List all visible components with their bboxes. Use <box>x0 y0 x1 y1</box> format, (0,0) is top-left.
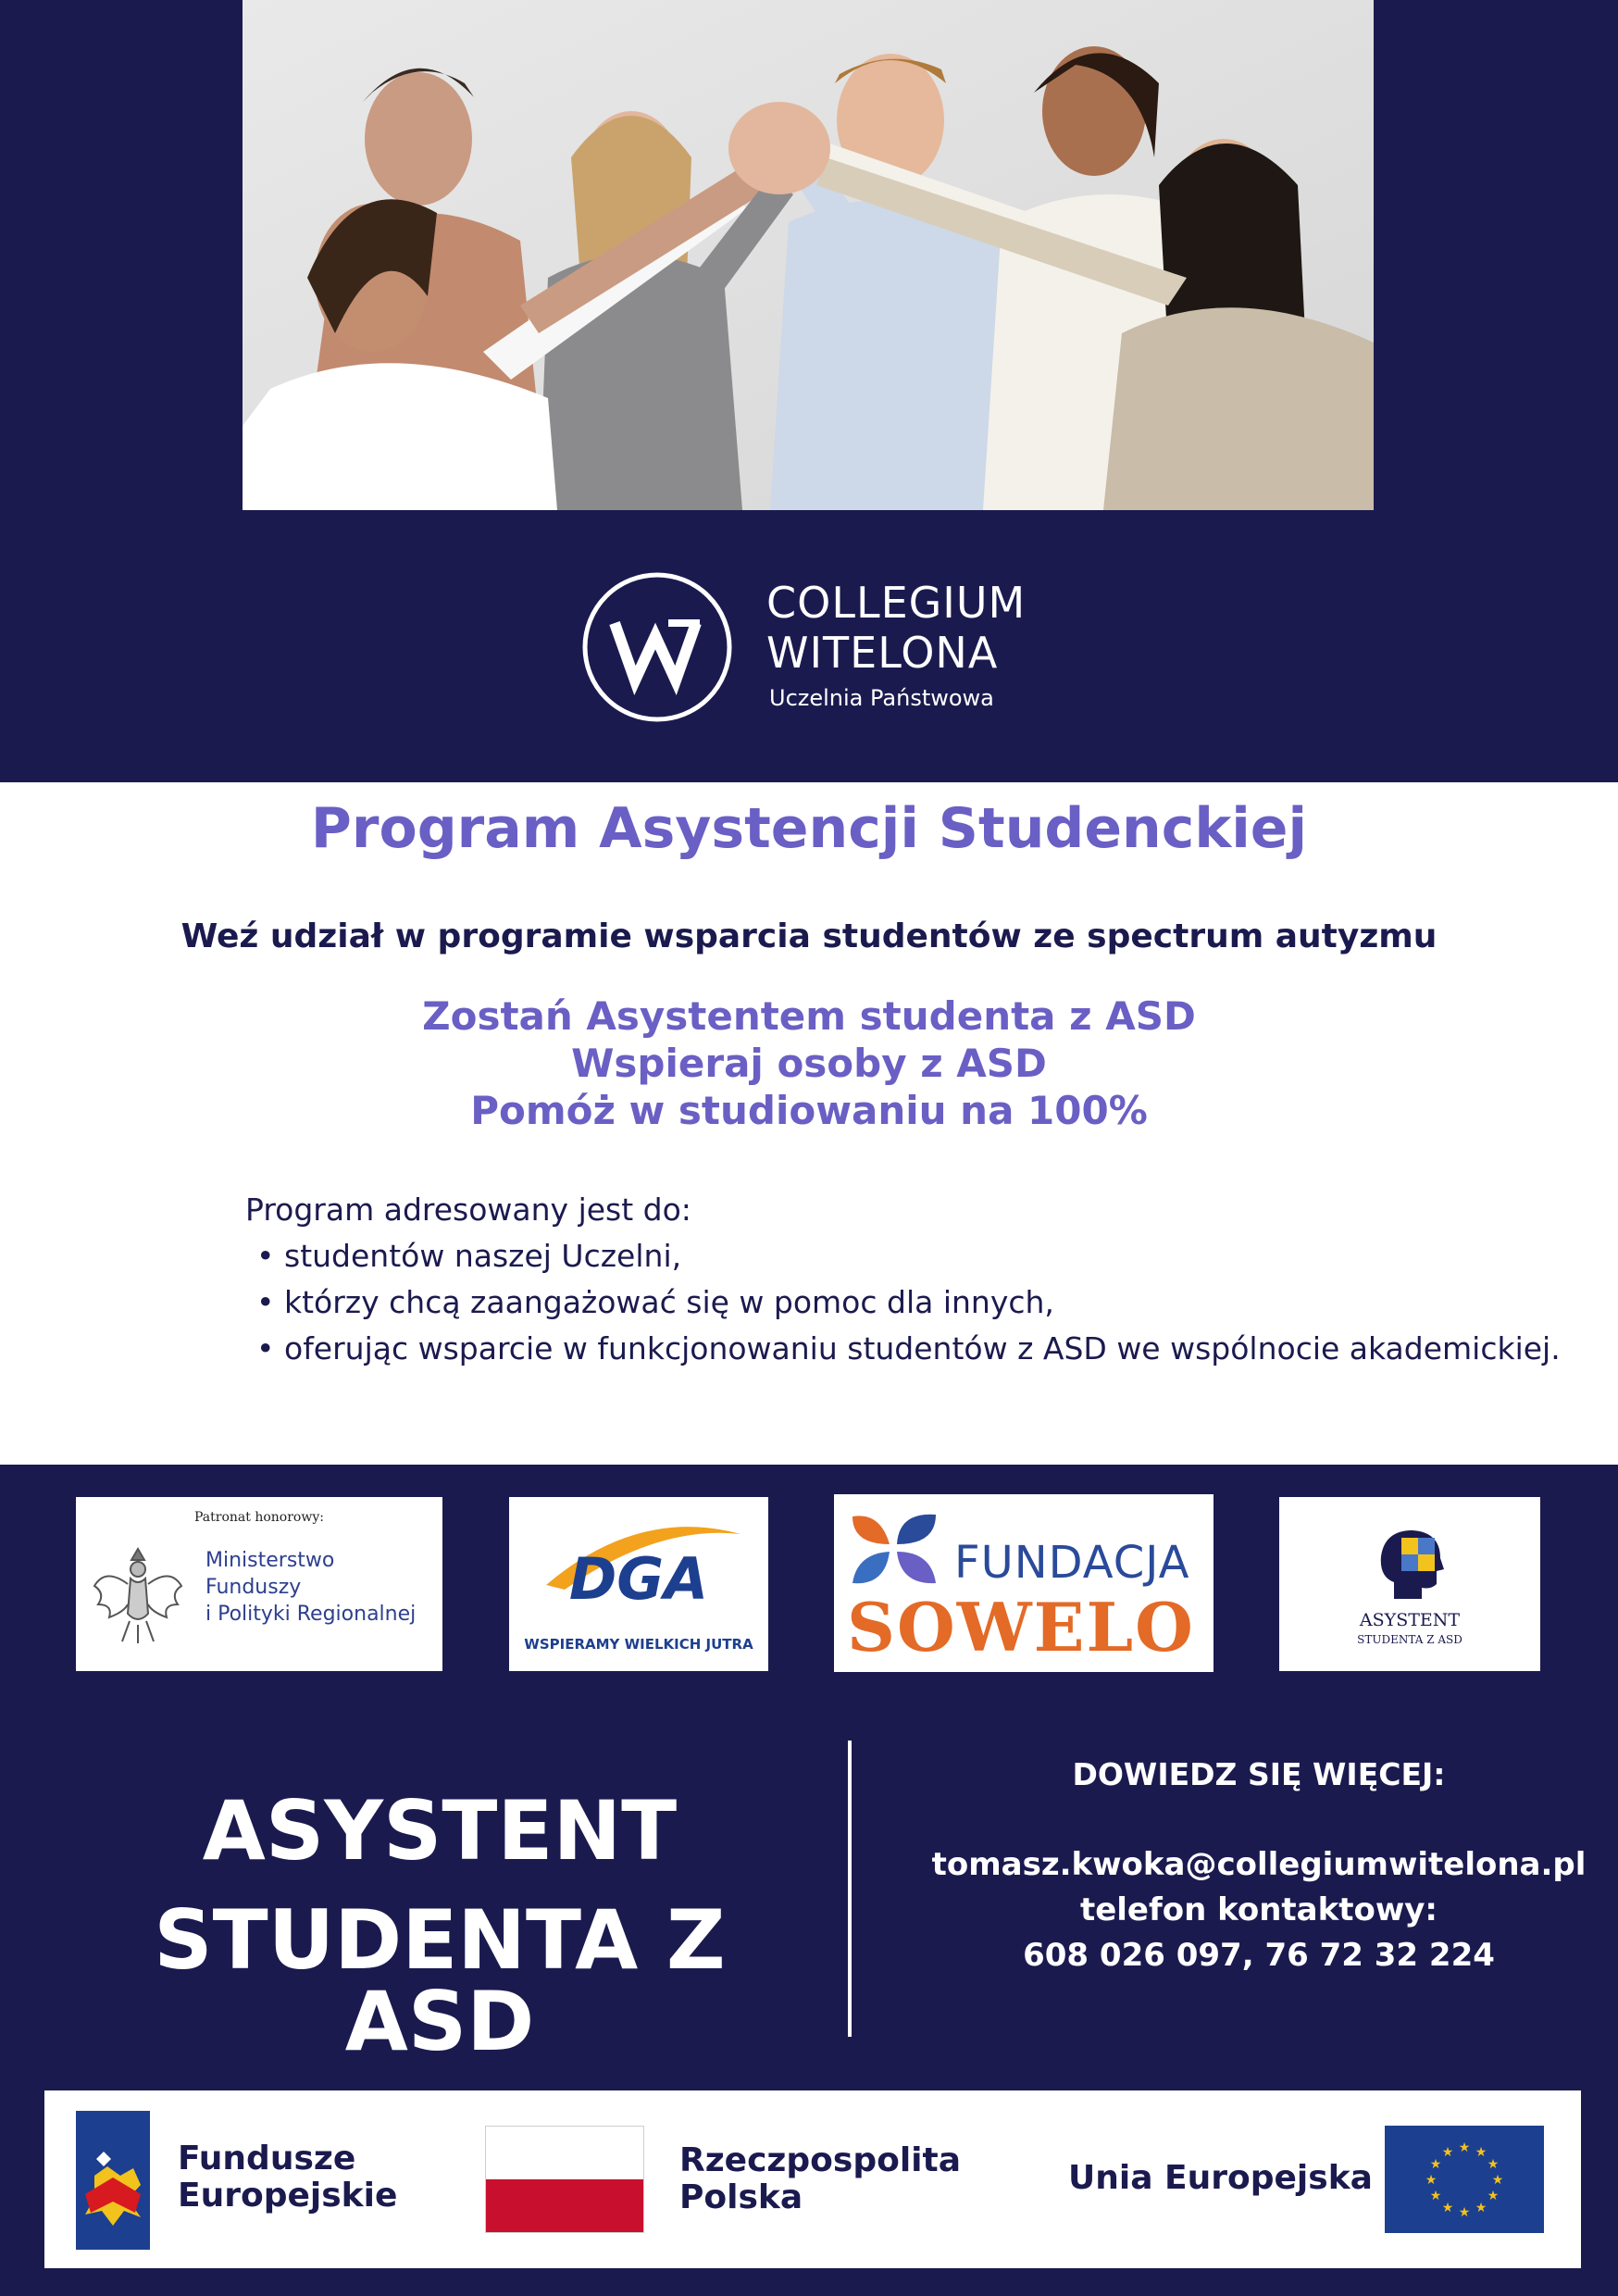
logo-line-1: COLLEGIUM <box>766 578 1027 628</box>
ministry-line: i Polityki Regionalnej <box>205 1603 417 1626</box>
witelona-w-icon <box>581 571 733 723</box>
flag-white-stripe <box>486 2127 643 2179</box>
contact-email[interactable]: tomasz.kwoka@collegiumwitelona.pl <box>931 1846 1587 1883</box>
fe-line: Fundusze <box>178 2140 356 2177</box>
pl-line: Rzeczpospolita <box>679 2141 961 2179</box>
ministry-line: Ministerstwo <box>205 1549 335 1572</box>
patron-label: Patronat honorowy: <box>194 1510 324 1525</box>
slogan: Wspieraj osoby z ASD <box>571 1041 1047 1086</box>
ministry-line: Funduszy <box>205 1576 302 1599</box>
contact-phones[interactable]: 608 026 097, 76 72 32 224 <box>1023 1937 1495 1974</box>
audience-intro: Program adresowany jest do: <box>245 1192 691 1228</box>
svg-text:★: ★ <box>1458 2205 1471 2220</box>
slogan: Zostań Asystentem studenta z ASD <box>422 993 1196 1039</box>
dga-swoosh-icon <box>509 1497 768 1636</box>
contact-phone-label: telefon kontaktowy: <box>1079 1891 1438 1928</box>
eu-flag-icon <box>1385 2126 1544 2233</box>
sowelo-line-1: FUNDACJA <box>954 1537 1190 1589</box>
vertical-divider <box>848 1741 852 2037</box>
fundusze-europejskie-icon <box>76 2111 150 2250</box>
dga-logo <box>509 1497 768 1671</box>
ministry-name <box>205 1547 437 1628</box>
svg-text:★: ★ <box>1487 2189 1500 2203</box>
asystent-line-1: ASYSTENT <box>1359 1610 1461 1630</box>
svg-text:★: ★ <box>1487 2157 1500 2172</box>
page-subtitle: Weź udział w programie wsparcia studentów ze spectrum autyzmu <box>180 917 1438 955</box>
slogans <box>0 992 1618 1134</box>
sowelo-line-2: SOWELO <box>847 1588 1195 1666</box>
audience-list <box>245 1233 1578 1372</box>
asystent-logo <box>1279 1497 1540 1671</box>
headline-line-2: STUDENTA Z ASD <box>154 1892 726 2069</box>
fe-line: Europejskie <box>178 2177 398 2215</box>
unia-europejska-text: Unia Europejska <box>1068 2159 1373 2197</box>
list-item: • którzy chcą zaangażować się w pomoc dla innych, <box>245 1279 1578 1326</box>
header-photo <box>243 0 1374 510</box>
svg-text:★: ★ <box>1429 2157 1442 2172</box>
sowelo-flower-icon <box>843 1507 945 1591</box>
slogan: Pomóż w studiowaniu na 100% <box>470 1088 1148 1133</box>
svg-text:★: ★ <box>1491 2173 1504 2188</box>
headline-line-1: ASYSTENT <box>202 1783 678 1878</box>
page-title: Program Asystencji Studenckiej <box>310 796 1308 861</box>
svg-text:★: ★ <box>1475 2201 1487 2215</box>
dga-logo-text: DGA <box>568 1545 709 1613</box>
polish-eagle-icon <box>87 1540 189 1651</box>
sowelo-logo <box>834 1494 1214 1672</box>
polish-flag-icon <box>485 2126 644 2233</box>
svg-text:★: ★ <box>1425 2173 1438 2188</box>
collegium-witelona-logo <box>581 565 1063 727</box>
pl-line: Polska <box>679 2178 803 2216</box>
eu-funds-bar <box>44 2090 1581 2268</box>
ministry-logo <box>76 1497 442 1671</box>
audience-section <box>245 1187 1578 1372</box>
list-item: • studentów naszej Uczelni, <box>245 1233 1578 1279</box>
dga-tagline: WSPIERAMY WIELKICH JUTRA <box>524 1636 753 1653</box>
logo-subtitle: Uczelnia Państwowa <box>769 685 994 711</box>
rzeczpospolita-text <box>679 2142 961 2216</box>
flag-red-stripe <box>486 2179 643 2232</box>
asystent-line-2: STUDENTA Z ASD <box>1357 1633 1462 1646</box>
more-info-label: DOWIEDZ SIĘ WIĘCEJ: <box>1072 1756 1446 1792</box>
fundusze-europejskie-text <box>178 2140 397 2215</box>
svg-text:★: ★ <box>1475 2145 1487 2160</box>
logo-line-2: WITELONA <box>766 628 999 678</box>
svg-text:★: ★ <box>1429 2189 1442 2203</box>
list-item: • oferując wsparcie w funkcjonowaniu studentów z ASD we wspólnocie akademickiej. <box>245 1326 1578 1372</box>
contact-block <box>926 1842 1592 1978</box>
svg-text:★: ★ <box>1441 2201 1454 2215</box>
group-high-five-image <box>243 0 1374 510</box>
svg-text:★: ★ <box>1458 2140 1471 2155</box>
puzzle-head-icon <box>1375 1525 1446 1608</box>
svg-text:★: ★ <box>1441 2145 1454 2160</box>
